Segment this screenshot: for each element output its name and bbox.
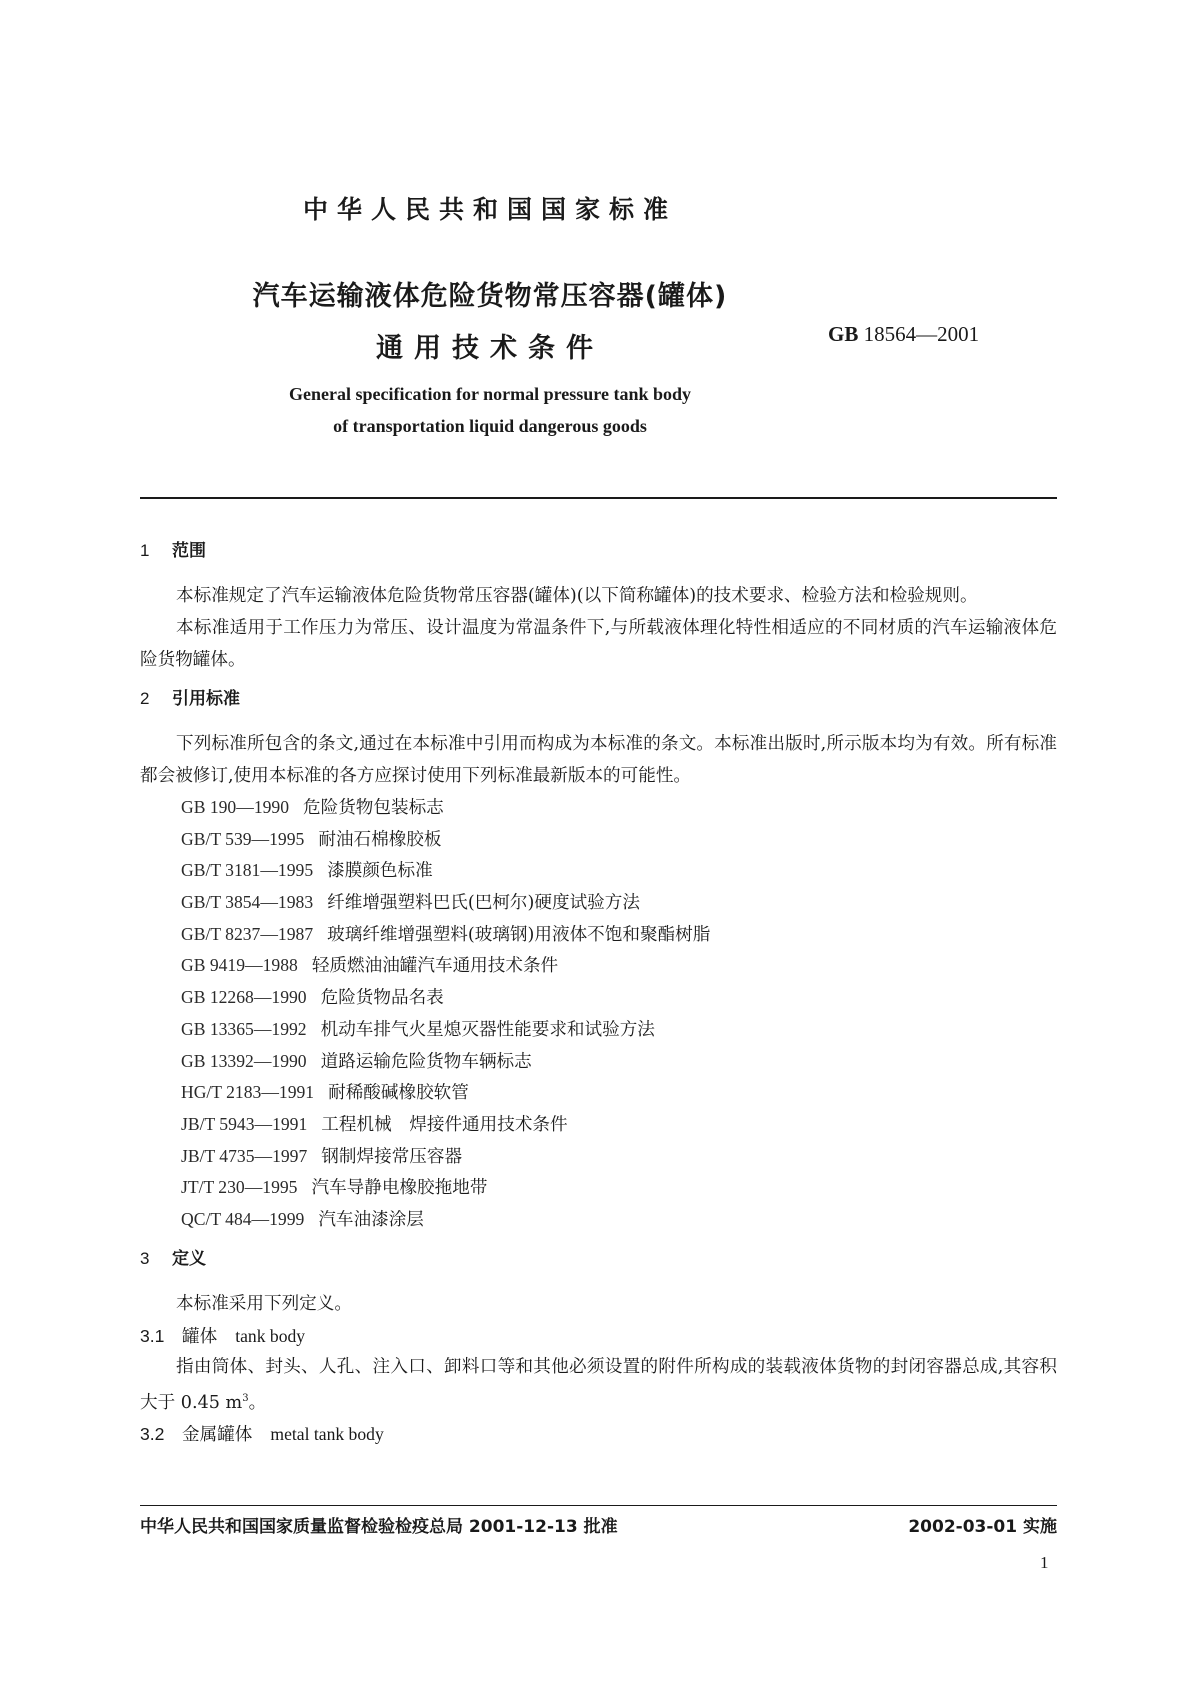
reference-code: GB 12268—1990 [181, 987, 307, 1008]
reference-item [140, 887, 1057, 919]
section-title: 引用标准 [172, 689, 240, 709]
reference-item [140, 950, 1057, 982]
references-intro: 下列标准所包含的条文,通过在本标准中引用而构成为本标准的条文。本标准出版时,所示版本均为有效。所有标准都会被修订,使用本标准的各方应探讨使用下列标准最新版本的可能性。 [140, 734, 1057, 786]
definition-3-1-text [140, 1352, 1057, 1419]
definition-text: 指由筒体、封头、人孔、注入口、卸料口等和其他必须设置的附件所构成的装载液体货物的封闭容器总成,其容积大于 0.45 m [140, 1356, 1057, 1413]
unit-superscript: 3 [242, 1392, 249, 1404]
section-number: 3 [140, 1248, 150, 1268]
definition-3-1-heading [140, 1320, 1057, 1352]
reference-title: 轻质燃油油罐汽车通用技术条件 [311, 956, 559, 977]
scope-paragraph: 本标准规定了汽车运输液体危险货物常压容器(罐体)(以下简称罐体)的技术要求、检验方法和检验规则。 [176, 586, 978, 606]
reference-item [140, 1077, 1057, 1109]
reference-item [140, 824, 1057, 856]
definition-term-cn: 金属罐体 [182, 1425, 253, 1446]
reference-item [140, 1172, 1057, 1204]
reference-title: 工程机械 焊接件通用技术条件 [321, 1114, 568, 1135]
reference-title: 钢制焊接常压容器 [321, 1146, 463, 1167]
document-body [140, 537, 1057, 1450]
reference-code: GB 13392—1990 [181, 1050, 307, 1071]
definition-term-cn: 罐体 [182, 1326, 218, 1347]
standard-prefix: GB [828, 322, 859, 346]
definition-term-en: tank body [235, 1325, 306, 1346]
reference-item [140, 792, 1057, 824]
reference-code: JB/T 4735—1997 [181, 1145, 308, 1166]
reference-code: GB/T 539—1995 [181, 828, 305, 849]
reference-code: JT/T 230—1995 [181, 1177, 298, 1198]
definition-term-en: metal tank body [270, 1424, 384, 1445]
bottom-divider [140, 1505, 1057, 1506]
definitions-intro: 本标准采用下列定义。 [176, 1293, 352, 1314]
reference-item [140, 982, 1057, 1014]
definition-number: 3.2 [140, 1424, 165, 1445]
definition-text-end: 。 [248, 1392, 267, 1413]
reference-title: 汽车导静电橡胶拖地带 [311, 1178, 488, 1199]
reference-code: GB 9419—1988 [181, 955, 298, 976]
reference-title: 纤维增强塑料巴氏(巴柯尔)硬度试验方法 [327, 893, 640, 914]
reference-item [140, 1204, 1057, 1236]
reference-item [140, 1014, 1057, 1046]
standard-code: 18564—2001 [863, 322, 980, 346]
section-references-heading [140, 685, 1057, 713]
reference-list [140, 792, 1057, 1236]
title-en-line2: of transportation liquid dangerous goods [333, 416, 647, 436]
national-standard-header: 中华人民共和国国家标准 [302, 195, 677, 224]
reference-code: QC/T 484—1999 [181, 1208, 305, 1229]
reference-code: GB 13365—1992 [181, 1018, 307, 1039]
section-scope-heading [140, 537, 1057, 565]
section-number: 1 [140, 541, 150, 560]
reference-title: 玻璃纤维增强塑料(玻璃钢)用液体不饱和聚酯树脂 [327, 924, 711, 945]
reference-item [140, 919, 1057, 951]
definition-number: 3.1 [140, 1325, 165, 1346]
title-cn-line1: 汽车运输液体危险货物常压容器(罐体) [252, 281, 728, 312]
reference-title: 汽车油漆涂层 [318, 1209, 424, 1230]
section-number: 2 [140, 689, 150, 708]
reference-item [140, 1141, 1057, 1173]
reference-code: GB/T 3181—1995 [181, 860, 314, 881]
footer-approval-line [140, 1512, 1057, 1542]
reference-title: 机动车排气火星熄灭器性能要求和试验方法 [320, 1019, 655, 1040]
definition-3-2-heading [140, 1418, 1057, 1450]
top-divider [140, 497, 1057, 499]
reference-title: 漆膜颜色标准 [327, 861, 433, 882]
implementation-date: 2002-03-01 实施 [908, 1517, 1057, 1537]
approval-text: 中华人民共和国国家质量监督检验检疫总局 2001-12-13 批准 [140, 1517, 618, 1537]
section-definitions-heading [140, 1245, 1057, 1273]
reference-title: 危险货物品名表 [320, 988, 444, 1009]
reference-item [140, 1046, 1057, 1078]
reference-code: JB/T 5943—1991 [181, 1113, 308, 1134]
title-en-line1: General specification for normal pressure tank body [289, 384, 691, 404]
page-number: 1 [1040, 1553, 1049, 1572]
section-title: 范围 [172, 541, 206, 561]
reference-code: GB 190—1990 [181, 797, 290, 817]
scope-paragraph: 本标准适用于工作压力为常压、设计温度为常温条件下,与所载液体理化特性相适应的不同材质的汽车运输液体危险货物罐体。 [140, 618, 1057, 670]
section-title: 定义 [172, 1248, 206, 1269]
reference-title: 耐稀酸碱橡胶软管 [328, 1083, 469, 1104]
reference-title: 耐油石棉橡胶板 [318, 829, 442, 850]
reference-code: HG/T 2183—1991 [181, 1082, 315, 1103]
reference-code: GB/T 3854—1983 [181, 892, 314, 913]
title-cn-line2: 通用技术条件 [376, 333, 604, 364]
reference-code: GB/T 8237—1987 [181, 923, 314, 944]
reference-item [140, 1109, 1057, 1141]
reference-item [140, 855, 1057, 887]
standard-number [828, 322, 979, 347]
reference-title: 危险货物包装标志 [303, 798, 444, 818]
reference-title: 道路运输危险货物车辆标志 [320, 1051, 532, 1072]
